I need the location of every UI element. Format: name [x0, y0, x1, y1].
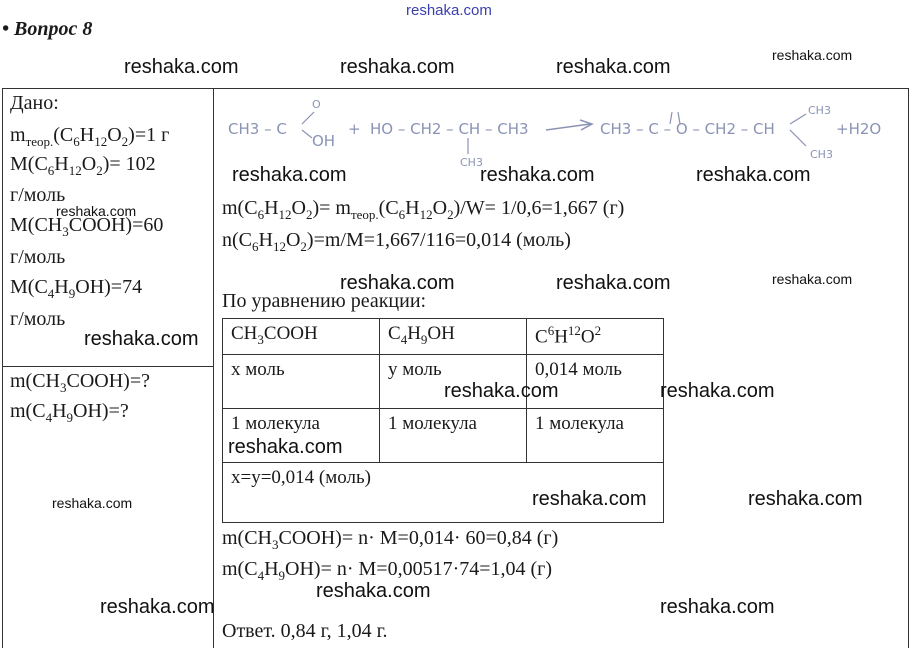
eq-right: CH3 – C – O – CH2 – CH [600, 120, 775, 138]
given-heading: Дано: [10, 92, 59, 114]
table-result-cell: х=у=0,014 (моль) [223, 463, 664, 523]
top-watermark: reshaka.com [406, 2, 492, 19]
calc-line-2: $n(C_6H_{12}O_2)=m/M=1,667/116=0,014$ (моль) [222, 229, 571, 254]
watermark: reshaka.com [340, 56, 455, 78]
given-line-1: $m_{теор.}(C_6H_{12}O_2)=1$ г [10, 124, 170, 149]
eq-bond-2 [302, 130, 312, 138]
answer-line: Ответ. 0,84 г, 1,04 г. [222, 620, 388, 642]
mass-line-2: $m(C_4H_9OH)= n\cdot M=0,00517\cdot 74=1,04$ (г) [222, 558, 553, 583]
eq-bond-6 [790, 130, 806, 146]
watermark: reshaka.com [480, 164, 595, 186]
eq-bond-1 [302, 112, 314, 124]
watermark: reshaka.com [316, 580, 431, 602]
eq-plus1: + [348, 120, 361, 138]
eq-oh: OH [312, 132, 336, 150]
eq-r-top: CH3 [808, 104, 831, 117]
find-line-2: $m(C_4H_9OH)=$? [10, 400, 129, 425]
table-cell: 0,014 моль [527, 355, 664, 409]
given-find-divider [2, 366, 214, 367]
table-row [223, 319, 664, 355]
watermark: reshaka.com [340, 272, 455, 294]
watermark: reshaka.com [772, 271, 853, 287]
watermark: reshaka.com [52, 495, 133, 511]
watermark: reshaka.com [660, 596, 775, 618]
frame-divider [213, 88, 214, 648]
table-cell: х моль [223, 355, 380, 409]
watermark: reshaka.com [232, 164, 347, 186]
calc-line-1: $m(C_6H_{12}O_2)= m_{теор.}(C_6H_{12}O_2)/W= 1/0,6=1,667$ (г) [222, 197, 625, 222]
given-line-3: г/моль [10, 184, 66, 206]
table-header-cell: $C^6H^{12}O^2$ [527, 319, 664, 355]
find-line-1: $m(CH_3COOH)=$? [10, 370, 150, 395]
table-cell: у моль [380, 355, 527, 409]
given-sub-teor: теор. [25, 134, 54, 149]
given-line-2: $M(C_6H_{12}O_2)= 102$ [10, 153, 156, 178]
given-line-7: г/моль [10, 308, 66, 330]
given-line-5: г/моль [10, 246, 66, 268]
eq-left1: CH3 – C [228, 120, 287, 138]
frame-left [2, 88, 3, 648]
watermark: reshaka.com [84, 328, 199, 350]
watermark: reshaka.com [556, 272, 671, 294]
watermark: reshaka.com [532, 488, 647, 510]
watermark: reshaka.com [56, 203, 137, 219]
watermark: reshaka.com [124, 56, 239, 78]
watermark: reshaka.com [228, 436, 343, 458]
watermark: reshaka.com [556, 56, 671, 78]
table-row [223, 355, 664, 409]
watermark: reshaka.com [444, 380, 559, 402]
table-header-cell: $C_4H_9OH$ [380, 319, 527, 355]
table-cell: 1 молекула [223, 409, 380, 463]
eq-plus2: +H2O [836, 120, 882, 138]
watermark: reshaka.com [748, 488, 863, 510]
reaction-equation [220, 94, 900, 174]
table-cell: 1 молекула [527, 409, 664, 463]
frame-right [908, 88, 909, 648]
frame-top [2, 88, 909, 89]
given-line-6: $M(C_4H_9OH)=74$ [10, 276, 143, 301]
eq-left2: HO – CH2 – CH – CH3 [370, 120, 529, 138]
table-cell: 1 молекула [380, 409, 527, 463]
by-equation-label: По уравнению реакции: [222, 290, 427, 312]
question-title: • Вопрос 8 [2, 18, 93, 40]
table-header-cell: $CH_3COOH$ [223, 319, 380, 355]
given-line-4: $M(CH_3COOH)=60$ [10, 214, 164, 239]
eq-bond-5 [790, 114, 806, 124]
watermark: reshaka.com [772, 47, 853, 63]
eq-o-top: O [312, 98, 321, 111]
mass-line-1: $m(CH_3COOH)= n\cdot M=0,014\cdot 60=0,84$ (г) [222, 527, 559, 552]
watermark: reshaka.com [696, 164, 811, 186]
eq-branch: CH3 [460, 156, 483, 169]
watermark: reshaka.com [100, 596, 215, 618]
watermark: reshaka.com [660, 380, 775, 402]
eq-r-bottom: CH3 [810, 148, 833, 161]
